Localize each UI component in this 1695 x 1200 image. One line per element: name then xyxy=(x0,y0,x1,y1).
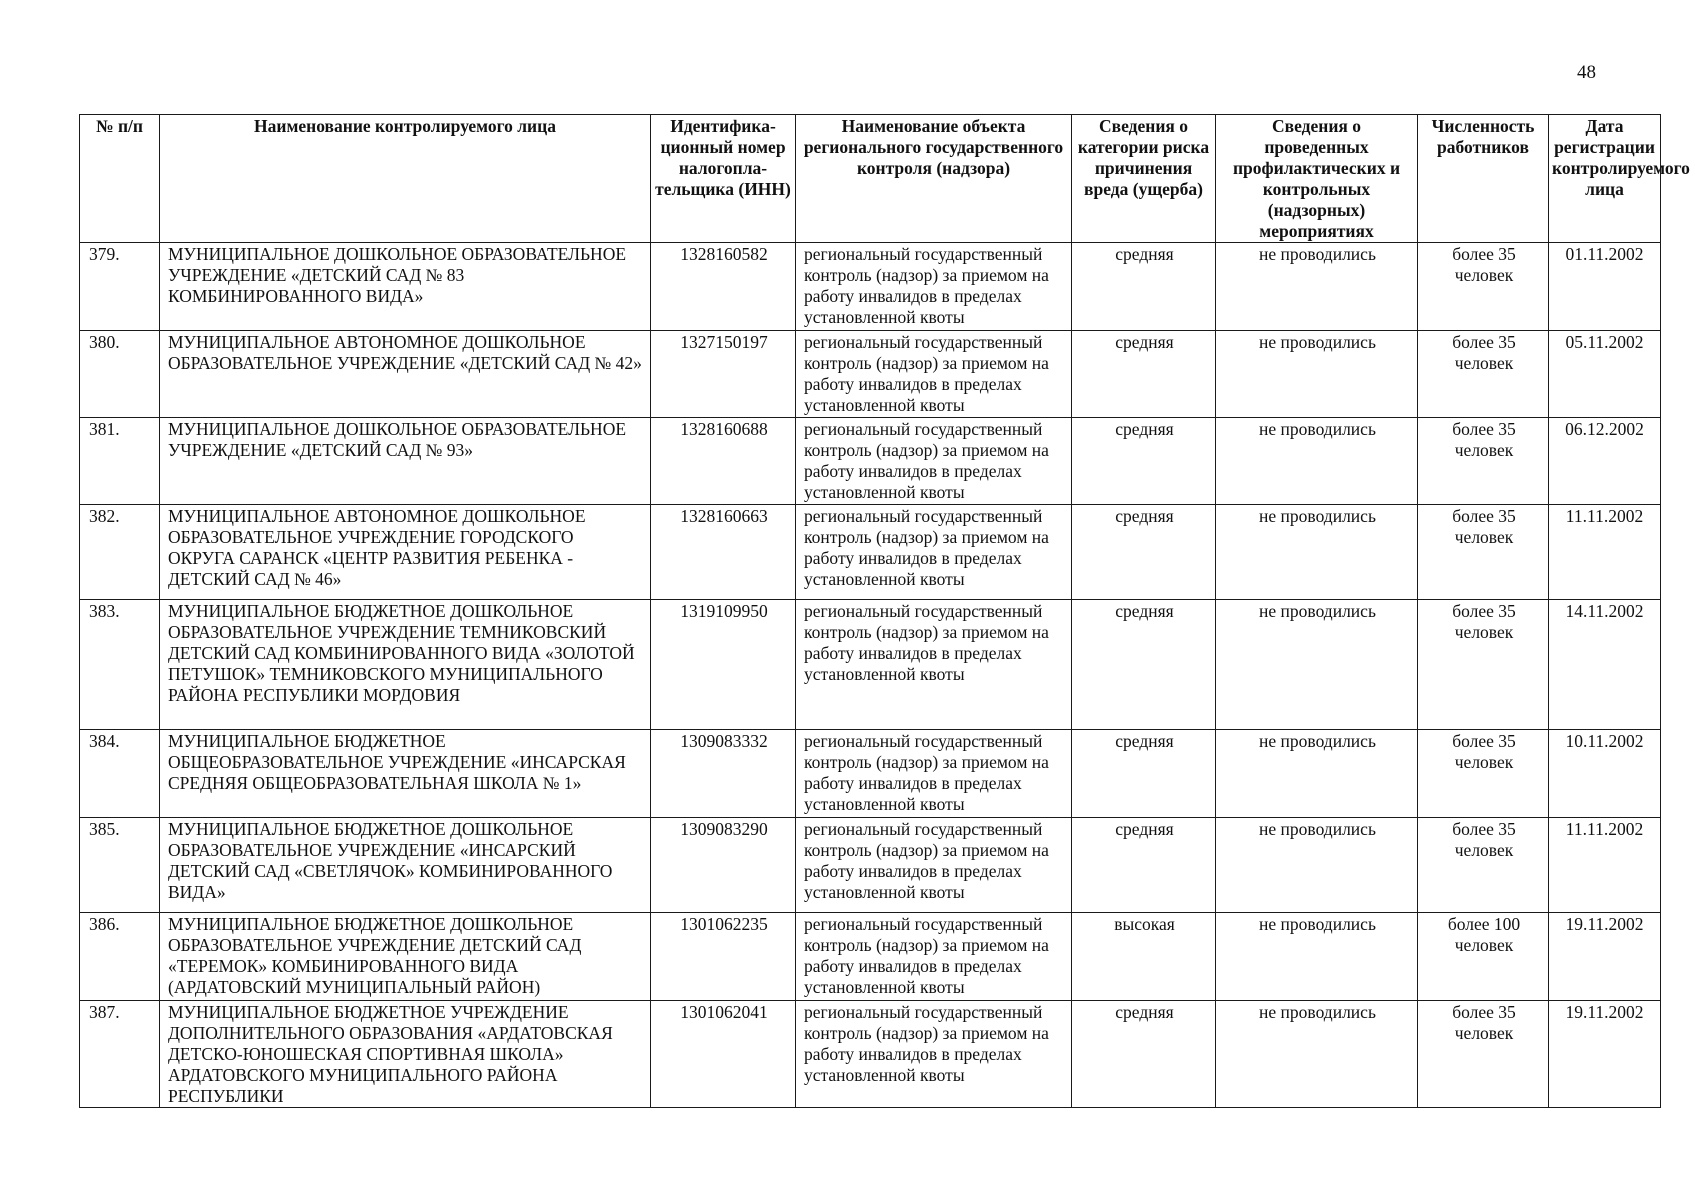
cell-inn: 1301062041 xyxy=(651,1001,796,1108)
cell-prevention: не проводились xyxy=(1216,505,1418,600)
cell-inn: 1301062235 xyxy=(651,913,796,1001)
cell-risk: средняя xyxy=(1072,331,1216,418)
table-header-row xyxy=(80,115,1661,243)
cell-date: 10.11.2002 xyxy=(1549,730,1661,818)
cell-name: МУНИЦИПАЛЬНОЕ АВТОНОМНОЕ ДОШКОЛЬНОЕ ОБРАЗОВАТЕЛЬНОЕ УЧРЕЖДЕНИЕ «ДЕТСКИЙ САД № 42» xyxy=(160,331,651,418)
cell-name: МУНИЦИПАЛЬНОЕ АВТОНОМНОЕ ДОШКОЛЬНОЕ ОБРАЗОВАТЕЛЬНОЕ УЧРЕЖДЕНИЕ ГОРОДСКОГО ОКРУГА САРАНСК «ЦЕНТР РАЗВИТИЯ РЕБЕНКА - ДЕТСКИЙ САД № 46» xyxy=(160,505,651,600)
cell-name: МУНИЦИПАЛЬНОЕ ДОШКОЛЬНОЕ ОБРАЗОВАТЕЛЬНОЕ УЧРЕЖДЕНИЕ «ДЕТСКИЙ САД № 83 КОМБИНИРОВАННОГО ВИДА» xyxy=(160,243,651,331)
cell-risk: средняя xyxy=(1072,418,1216,505)
cell-staff: более 35 человек xyxy=(1418,331,1549,418)
cell-inn: 1328160663 xyxy=(651,505,796,600)
cell-staff: более 35 человек xyxy=(1418,243,1549,331)
cell-staff: более 35 человек xyxy=(1418,505,1549,600)
cell-prevention: не проводились xyxy=(1216,331,1418,418)
cell-inn: 1328160688 xyxy=(651,418,796,505)
registry-table xyxy=(79,114,1690,1108)
cell-num: 386. xyxy=(80,913,160,1001)
cell-inn: 1309083332 xyxy=(651,730,796,818)
cell-date: 06.12.2002 xyxy=(1549,418,1661,505)
header-staff: Численность работников xyxy=(1418,115,1549,243)
table-row xyxy=(80,1001,1661,1108)
table-row xyxy=(80,331,1661,418)
cell-prevention: не проводились xyxy=(1216,730,1418,818)
cell-inn: 1309083290 xyxy=(651,818,796,913)
cell-name: МУНИЦИПАЛЬНОЕ ДОШКОЛЬНОЕ ОБРАЗОВАТЕЛЬНОЕ УЧРЕЖДЕНИЕ «ДЕТСКИЙ САД № 93» xyxy=(160,418,651,505)
cell-staff: более 100 человек xyxy=(1418,913,1549,1001)
cell-inn: 1319109950 xyxy=(651,600,796,730)
cell-object: региональный государственный контроль (надзор) за приемом на работу инвалидов в пределах установленной квоты xyxy=(796,331,1072,418)
cell-inn: 1327150197 xyxy=(651,331,796,418)
table-row xyxy=(80,505,1661,600)
header-risk: Сведения о категории риска причинения вреда (ущерба) xyxy=(1072,115,1216,243)
cell-date: 11.11.2002 xyxy=(1549,505,1661,600)
cell-inn: 1328160582 xyxy=(651,243,796,331)
cell-staff: более 35 человек xyxy=(1418,818,1549,913)
cell-date: 11.11.2002 xyxy=(1549,818,1661,913)
cell-risk: средняя xyxy=(1072,1001,1216,1108)
cell-date: 05.11.2002 xyxy=(1549,331,1661,418)
cell-num: 379. xyxy=(80,243,160,331)
cell-num: 383. xyxy=(80,600,160,730)
cell-num: 380. xyxy=(80,331,160,418)
cell-risk: высокая xyxy=(1072,913,1216,1001)
cell-prevention: не проводились xyxy=(1216,243,1418,331)
cell-staff: более 35 человек xyxy=(1418,1001,1549,1108)
cell-name: МУНИЦИПАЛЬНОЕ БЮДЖЕТНОЕ ДОШКОЛЬНОЕ ОБРАЗОВАТЕЛЬНОЕ УЧРЕЖДЕНИЕ ТЕМНИКОВСКИЙ ДЕТСКИЙ САД КОМБИНИРОВАННОГО ВИДА «ЗОЛОТОЙ ПЕТУШОК» ТЕМНИКОВСКОГО МУНИЦИПАЛЬНОГО РАЙОНА РЕСПУБЛИКИ МОРДОВИЯ xyxy=(160,600,651,730)
cell-risk: средняя xyxy=(1072,505,1216,600)
cell-object: региональный государственный контроль (надзор) за приемом на работу инвалидов в пределах установленной квоты xyxy=(796,243,1072,331)
cell-name: МУНИЦИПАЛЬНОЕ БЮДЖЕТНОЕ ОБЩЕОБРАЗОВАТЕЛЬНОЕ УЧРЕЖДЕНИЕ «ИНСАРСКАЯ СРЕДНЯЯ ОБЩЕОБРАЗОВАТЕЛЬНАЯ ШКОЛА № 1» xyxy=(160,730,651,818)
header-object: Наименование объекта регионального государственного контроля (надзора) xyxy=(796,115,1072,243)
header-prevention: Сведения о проведенных профилактических и контрольных (надзорных) мероприятиях xyxy=(1216,115,1418,243)
cell-risk: средняя xyxy=(1072,818,1216,913)
cell-date: 19.11.2002 xyxy=(1549,913,1661,1001)
table-row xyxy=(80,913,1661,1001)
table-row xyxy=(80,730,1661,818)
cell-prevention: не проводились xyxy=(1216,818,1418,913)
cell-num: 382. xyxy=(80,505,160,600)
table-row xyxy=(80,418,1661,505)
header-date: Дата регистрации контролируемого лица xyxy=(1549,115,1661,243)
cell-object: региональный государственный контроль (надзор) за приемом на работу инвалидов в пределах установленной квоты xyxy=(796,913,1072,1001)
cell-object: региональный государственный контроль (надзор) за приемом на работу инвалидов в пределах установленной квоты xyxy=(796,418,1072,505)
cell-prevention: не проводились xyxy=(1216,913,1418,1001)
cell-name: МУНИЦИПАЛЬНОЕ БЮДЖЕТНОЕ ДОШКОЛЬНОЕ ОБРАЗОВАТЕЛЬНОЕ УЧРЕЖДЕНИЕ «ИНСАРСКИЙ ДЕТСКИЙ САД «СВЕТЛЯЧОК» КОМБИНИРОВАННОГО ВИДА» xyxy=(160,818,651,913)
cell-prevention: не проводились xyxy=(1216,1001,1418,1108)
header-name: Наименование контролируемого лица xyxy=(160,115,651,243)
cell-object: региональный государственный контроль (надзор) за приемом на работу инвалидов в пределах установленной квоты xyxy=(796,730,1072,818)
cell-date: 01.11.2002 xyxy=(1549,243,1661,331)
header-inn: Идентифика-ционный номер налогопла-тельщика (ИНН) xyxy=(651,115,796,243)
cell-object: региональный государственный контроль (надзор) за приемом на работу инвалидов в пределах установленной квоты xyxy=(796,1001,1072,1108)
cell-num: 381. xyxy=(80,418,160,505)
cell-name: МУНИЦИПАЛЬНОЕ БЮДЖЕТНОЕ ДОШКОЛЬНОЕ ОБРАЗОВАТЕЛЬНОЕ УЧРЕЖДЕНИЕ ДЕТСКИЙ САД «ТЕРЕМОК» КОМБИНИРОВАННОГО ВИДА (АРДАТОВСКИЙ МУНИЦИПАЛЬНЫЙ РАЙОН) xyxy=(160,913,651,1001)
table-row xyxy=(80,818,1661,913)
cell-num: 385. xyxy=(80,818,160,913)
cell-date: 19.11.2002 xyxy=(1549,1001,1661,1108)
header-num: № п/п xyxy=(80,115,160,243)
cell-name: МУНИЦИПАЛЬНОЕ БЮДЖЕТНОЕ УЧРЕЖДЕНИЕ ДОПОЛНИТЕЛЬНОГО ОБРАЗОВАНИЯ «АРДАТОВСКАЯ ДЕТСКО-ЮНОШЕСКАЯ СПОРТИВНАЯ ШКОЛА» АРДАТОВСКОГО МУНИЦИПАЛЬНОГО РАЙОНА РЕСПУБЛИКИ xyxy=(160,1001,651,1108)
table-row xyxy=(80,243,1661,331)
cell-object: региональный государственный контроль (надзор) за приемом на работу инвалидов в пределах установленной квоты xyxy=(796,818,1072,913)
cell-object: региональный государственный контроль (надзор) за приемом на работу инвалидов в пределах установленной квоты xyxy=(796,505,1072,600)
cell-risk: средняя xyxy=(1072,730,1216,818)
cell-prevention: не проводились xyxy=(1216,600,1418,730)
cell-staff: более 35 человек xyxy=(1418,600,1549,730)
cell-staff: более 35 человек xyxy=(1418,730,1549,818)
table-row xyxy=(80,600,1661,730)
cell-date: 14.11.2002 xyxy=(1549,600,1661,730)
cell-object: региональный государственный контроль (надзор) за приемом на работу инвалидов в пределах установленной квоты xyxy=(796,600,1072,730)
cell-num: 384. xyxy=(80,730,160,818)
cell-risk: средняя xyxy=(1072,600,1216,730)
page-number: 48 xyxy=(1577,62,1596,83)
cell-staff: более 35 человек xyxy=(1418,418,1549,505)
cell-risk: средняя xyxy=(1072,243,1216,331)
cell-prevention: не проводились xyxy=(1216,418,1418,505)
cell-num: 387. xyxy=(80,1001,160,1108)
